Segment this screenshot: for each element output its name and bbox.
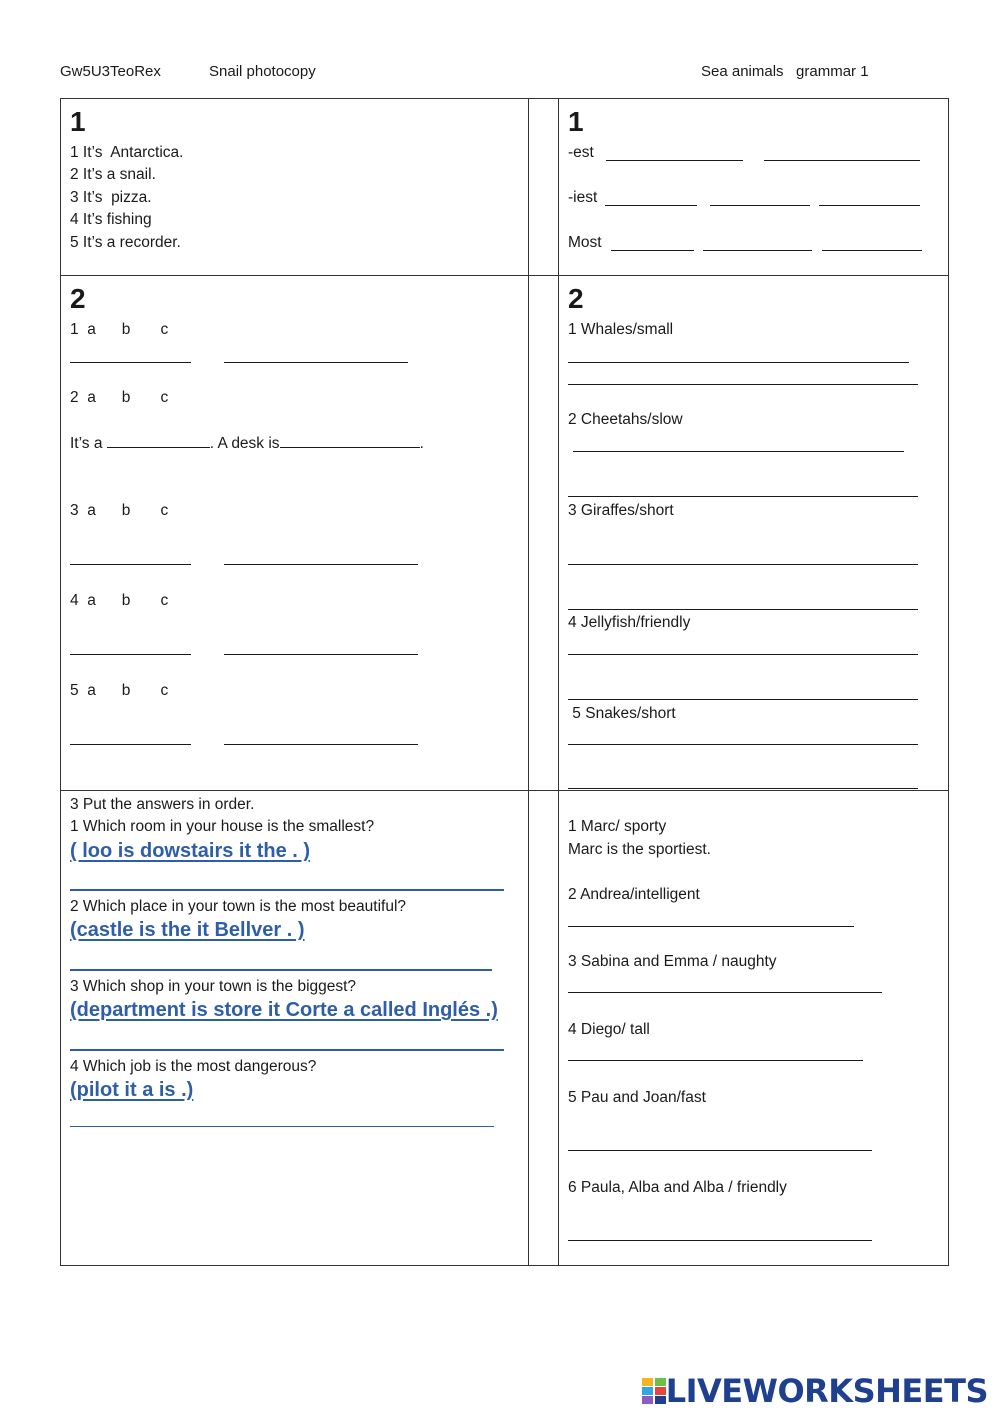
s3-question-1: 1 Which room in your house is the smallest? xyxy=(70,818,375,835)
section-1-left-number: 1 xyxy=(70,106,86,137)
answer-blank[interactable] xyxy=(822,250,922,251)
answer-line[interactable] xyxy=(568,609,918,610)
s2r-prompt-3: 3 Giraffes/short xyxy=(568,502,674,519)
answer-blank[interactable] xyxy=(819,205,920,206)
worksheet-topic: Sea animals grammar 1 xyxy=(701,63,869,80)
answer-line[interactable] xyxy=(568,654,918,655)
s2-item-4: 4 a b c xyxy=(70,592,169,609)
worksheet-subtitle: Snail photocopy xyxy=(209,63,316,80)
answer-line[interactable] xyxy=(568,992,882,993)
s1-line-5: 5 It’s a recorder. xyxy=(70,234,181,251)
section-3-title: 3 Put the answers in order. xyxy=(70,796,255,813)
answer-blank[interactable] xyxy=(703,250,812,251)
s3-question-4: 4 Which job is the most dangerous? xyxy=(70,1058,317,1075)
s2-item-2: 2 a b c xyxy=(70,389,169,406)
s3r-prompt-6: 6 Paula, Alba and Alba / friendly xyxy=(568,1179,787,1196)
answer-line[interactable] xyxy=(568,1060,863,1061)
suffix-label-iest: -iest xyxy=(568,189,598,206)
answer-line[interactable] xyxy=(568,926,854,927)
answer-blank[interactable] xyxy=(107,433,210,448)
answer-blank[interactable] xyxy=(70,744,191,745)
answer-line[interactable] xyxy=(70,1126,494,1127)
s3r-prompt-4: 4 Diego/ tall xyxy=(568,1021,650,1038)
answer-blank[interactable] xyxy=(70,362,191,363)
s2r-prompt-1: 1 Whales/small xyxy=(568,321,674,338)
answer-line[interactable] xyxy=(568,384,918,385)
answer-line[interactable] xyxy=(70,969,492,971)
answer-line[interactable] xyxy=(568,496,918,497)
s3-scrambled-2: (castle is the it Bellver . ) xyxy=(70,919,305,941)
sentence-start: It’s a xyxy=(70,435,103,452)
sentence-end: . xyxy=(419,435,424,452)
answer-blank[interactable] xyxy=(611,250,694,251)
s1-line-4: 4 It’s fishing xyxy=(70,211,152,228)
brand-name: LIVEWORKSHEETS xyxy=(665,1372,988,1410)
liveworksheets-icon xyxy=(642,1378,666,1404)
sentence-mid: . A desk is xyxy=(209,435,280,452)
s3r-prompt-2: 2 Andrea/intelligent xyxy=(568,886,700,903)
s2-sentence xyxy=(70,433,424,454)
answer-line[interactable] xyxy=(573,451,904,452)
answer-blank[interactable] xyxy=(224,654,418,655)
answer-blank[interactable] xyxy=(606,160,743,161)
s3-question-3: 3 Which shop in your town is the biggest? xyxy=(70,978,357,995)
suffix-label-most: Most xyxy=(568,234,602,251)
answer-blank[interactable] xyxy=(280,433,420,448)
s2-item-3: 3 a b c xyxy=(70,502,169,519)
section-2-right-number: 2 xyxy=(568,283,584,314)
worksheet-code: Gw5U3TeoRex xyxy=(60,63,161,80)
answer-line[interactable] xyxy=(568,744,918,745)
s1-line-1: 1 It’s Antarctica. xyxy=(70,144,184,161)
s3-scrambled-3: (department is store it Corte a called Inglés .) xyxy=(70,999,498,1021)
answer-line[interactable] xyxy=(568,1240,872,1241)
answer-blank[interactable] xyxy=(224,744,418,745)
s1-line-3: 3 It’s pizza. xyxy=(70,189,152,206)
liveworksheets-logo xyxy=(642,1372,988,1410)
s3-scrambled-4: (pilot it a is .) xyxy=(70,1079,194,1101)
s3r-prompt-5: 5 Pau and Joan/fast xyxy=(568,1089,706,1106)
answer-line[interactable] xyxy=(568,788,918,789)
s3-question-2: 2 Which place in your town is the most beautiful? xyxy=(70,898,407,915)
s2r-prompt-4: 4 Jellyfish/friendly xyxy=(568,614,691,631)
answer-blank[interactable] xyxy=(224,564,418,565)
answer-blank[interactable] xyxy=(605,205,697,206)
s3r-prompt-3: 3 Sabina and Emma / naughty xyxy=(568,953,777,970)
answer-line[interactable] xyxy=(70,1049,504,1051)
answer-line[interactable] xyxy=(568,1150,872,1151)
s2-item-5: 5 a b c xyxy=(70,682,169,699)
answer-line[interactable] xyxy=(70,889,504,891)
s2-item-1: 1 a b c xyxy=(70,321,169,338)
answer-blank[interactable] xyxy=(70,564,191,565)
answer-blank[interactable] xyxy=(224,362,408,363)
suffix-label-est: -est xyxy=(568,144,594,161)
s3r-example: Marc is the sportiest. xyxy=(568,841,711,858)
answer-blank[interactable] xyxy=(70,654,191,655)
s2r-prompt-5: 5 Snakes/short xyxy=(568,705,676,722)
section-1-right-number: 1 xyxy=(568,106,584,137)
s1-line-2: 2 It’s a snail. xyxy=(70,166,156,183)
answer-blank[interactable] xyxy=(764,160,920,161)
answer-line[interactable] xyxy=(568,699,918,700)
answer-blank[interactable] xyxy=(710,205,810,206)
section-2-left-number: 2 xyxy=(70,283,86,314)
s2r-prompt-2: 2 Cheetahs/slow xyxy=(568,411,683,428)
s3r-prompt-1: 1 Marc/ sporty xyxy=(568,818,667,835)
answer-line[interactable] xyxy=(568,564,918,565)
s3-scrambled-1: ( loo is dowstairs it the . ) xyxy=(70,840,311,862)
answer-line[interactable] xyxy=(568,362,909,363)
